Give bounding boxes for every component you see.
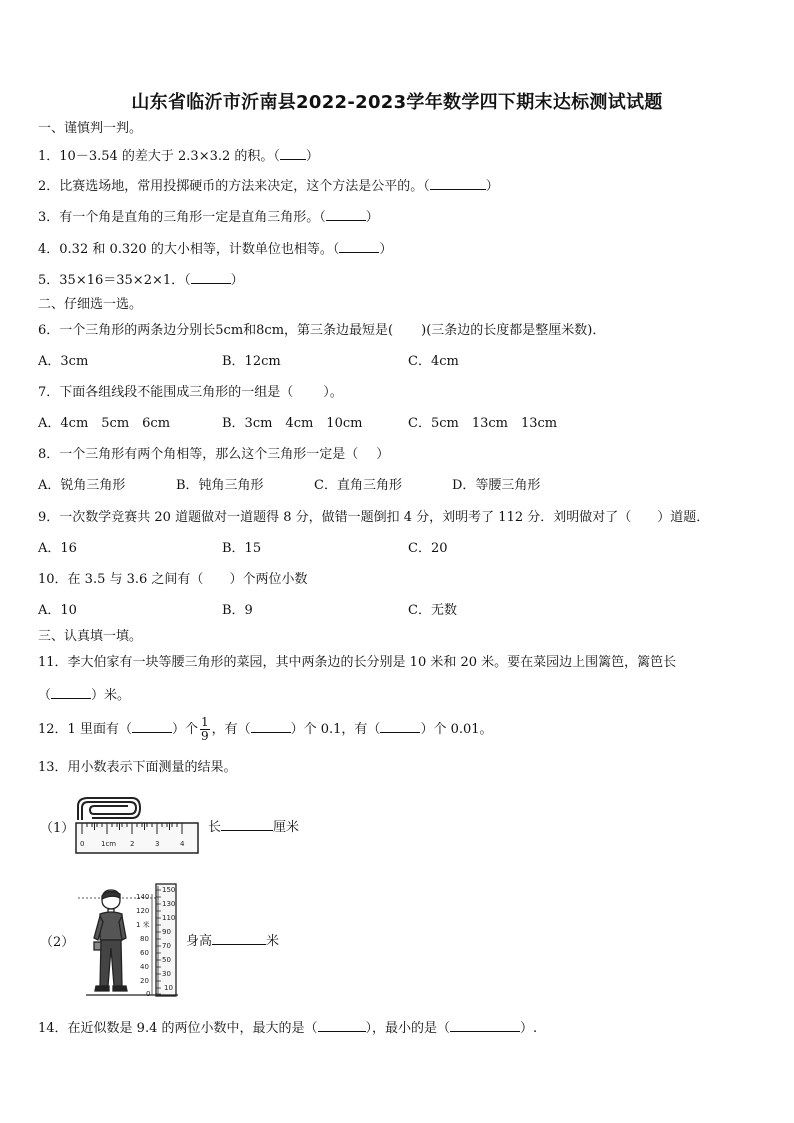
scale-label: 20 xyxy=(140,977,149,985)
option-a[interactable]: A．锐角三角形 xyxy=(38,478,126,493)
question-10 xyxy=(38,572,307,588)
question-number: 2． xyxy=(38,179,60,194)
question-12: 12．1 里面有（ ）个 $\frac{1}{9}$ ，有（ ）个 0.1，有（ ）个 0.01。 xyxy=(38,715,493,743)
section-heading-2: 二、仔细选一选。 xyxy=(38,297,143,312)
question-7 xyxy=(38,385,343,401)
scale-label: 30 xyxy=(162,970,171,978)
option-a[interactable]: A．4cm 5cm 6cm xyxy=(38,416,171,431)
scale-label: 90 xyxy=(162,928,171,936)
answer-blank[interactable] xyxy=(51,686,91,699)
answer-blank[interactable] xyxy=(221,818,273,831)
question-6 xyxy=(38,323,605,339)
scale-label: 50 xyxy=(162,956,171,964)
option-c[interactable]: C．直角三角形 xyxy=(314,478,402,493)
scale-label: 0 xyxy=(146,990,151,998)
question-text: 一个三角形的两条边分别长5cm和8cm，第三条边最短是( xyxy=(59,323,394,338)
option-b[interactable]: B．钝角三角形 xyxy=(176,478,264,493)
question-number: 12． xyxy=(38,722,68,737)
ruler-tick-label: 0 xyxy=(80,840,85,848)
scale-label: 70 xyxy=(162,942,171,950)
scale-label: 40 xyxy=(140,963,149,971)
question-number: 9． xyxy=(38,510,60,525)
question-text: 0.32 和 0.320 的大小相等，计数单位也相等。（ xyxy=(59,242,340,257)
question-text: 35×16＝35×2×1．（ xyxy=(59,273,191,288)
answer-blank[interactable] xyxy=(212,932,266,945)
question-9 xyxy=(38,510,709,526)
question-text: 用小数表示下面测量的结果。 xyxy=(67,760,237,775)
scale-label: 140 xyxy=(136,893,150,901)
scale-label: 120 xyxy=(136,907,150,915)
answer-blank[interactable] xyxy=(380,720,420,733)
option-c[interactable]: C．5cm 13cm 13cm xyxy=(408,416,558,431)
scale-label: 10 xyxy=(164,984,173,992)
question-number: 5． xyxy=(38,273,60,288)
boy-icon xyxy=(94,890,127,991)
question-text: 李大伯家有一块等腰三角形的菜园，其中两条边的长分别是 10 米和 20 米。要在菜园边上围篱笆，篱笆长 xyxy=(67,655,677,670)
option-c[interactable]: C．20 xyxy=(408,541,448,556)
figure-2-answer: 身高 米 xyxy=(186,934,280,949)
section-heading-1: 一、谨慎判一判。 xyxy=(38,121,143,136)
answer-blank[interactable] xyxy=(326,208,366,221)
question-11 xyxy=(38,655,676,671)
question-text: 在 3.5 与 3.6 之间有（ xyxy=(67,572,204,587)
ruler-tick-label: 3 xyxy=(155,840,160,848)
question-tail: ） xyxy=(376,447,390,462)
question-tail: ）个两位小数 xyxy=(229,572,308,587)
option-c[interactable]: C．无数 xyxy=(408,603,457,618)
option-c[interactable]: C．4cm xyxy=(408,354,459,369)
answer-blank[interactable] xyxy=(251,720,291,733)
ruler-tick-label: 1cm xyxy=(101,840,117,848)
question-number: 11． xyxy=(38,655,68,670)
question-text: 有一个角是直角的三角形一定是直角三角形。（ xyxy=(59,210,326,225)
option-d[interactable]: D．等腰三角形 xyxy=(452,478,541,493)
answer-blank[interactable] xyxy=(450,1019,520,1032)
figure-1-label: （1） xyxy=(40,821,75,836)
question-2 xyxy=(38,177,499,195)
question-tail: ）道题． xyxy=(657,510,710,525)
figure-2-label: （2） xyxy=(40,935,75,950)
option-a[interactable]: A．3cm xyxy=(38,354,89,369)
question-number: 14． xyxy=(38,1021,68,1036)
scale-label: 80 xyxy=(140,935,149,943)
answer-blank[interactable] xyxy=(430,177,486,190)
question-tail: )(三条边的长度都是整厘米数)． xyxy=(421,323,606,338)
question-tail: ） xyxy=(485,179,499,194)
question-tail: ） xyxy=(230,273,244,288)
question-tail: ）。 xyxy=(323,385,343,400)
option-a[interactable]: A．16 xyxy=(38,541,77,556)
answer-blank[interactable] xyxy=(318,1019,366,1032)
option-b[interactable]: B．12cm xyxy=(222,354,281,369)
fraction-numerator: 1 xyxy=(200,715,209,729)
paperclip-icon xyxy=(78,798,140,820)
question-text: 一次数学竞赛共 20 道题做对一道题得 8 分，做错一题倒扣 4 分，刘明考了 112 分．刘明做对了（ xyxy=(59,510,632,525)
question-number: 1． xyxy=(38,149,60,164)
question-text: 10－3.54 的差大于 2.3×3.2 的积。（ xyxy=(59,149,280,164)
option-b[interactable]: B．9 xyxy=(222,603,253,618)
ruler-tick-label: 2 xyxy=(130,840,135,848)
question-tail: ） xyxy=(379,242,393,257)
scale-label: 1 米 xyxy=(136,921,150,929)
section-heading-3: 三、认真填一填。 xyxy=(38,629,143,644)
option-a[interactable]: A．10 xyxy=(38,603,77,618)
question-number: 4． xyxy=(38,242,60,257)
figure-1-answer: 长 厘米 xyxy=(208,820,300,835)
answer-blank[interactable] xyxy=(132,720,172,733)
question-number: 7． xyxy=(38,385,60,400)
scale-label: 150 xyxy=(162,886,176,894)
question-4 xyxy=(38,240,392,258)
question-14: 14．在近似数是 9.4 的两位小数中，最大的是（ ），最小的是（ ）. xyxy=(38,1021,538,1036)
question-number: 10． xyxy=(38,572,68,587)
answer-blank[interactable] xyxy=(339,240,379,253)
question-number: 8． xyxy=(38,447,60,462)
question-11-line2: （ ）米。 xyxy=(38,688,131,703)
option-b[interactable]: B．3cm 4cm 10cm xyxy=(222,416,363,431)
question-number: 13． xyxy=(38,760,68,775)
answer-blank[interactable] xyxy=(191,271,231,284)
question-number: 6． xyxy=(38,323,60,338)
scale-label: 130 xyxy=(162,900,176,908)
question-3 xyxy=(38,208,379,226)
fraction xyxy=(200,716,210,743)
question-8 xyxy=(38,447,389,463)
scale-label: 110 xyxy=(162,914,176,922)
question-text: 一个三角形有两个角相等，那么这个三角形一定是（ xyxy=(59,447,359,462)
page-title: 山东省临沂市沂南县2022-2023学年数学四下期末达标测试试题 xyxy=(131,92,663,113)
question-5 xyxy=(38,271,244,289)
question-number: 3． xyxy=(38,210,60,225)
scale-label: 60 xyxy=(140,949,149,957)
height-chart-figure xyxy=(78,882,182,1000)
answer-blank[interactable] xyxy=(280,147,306,160)
question-text: 下面各组线段不能围成三角形的一组是（ xyxy=(59,385,294,400)
ruler-tick-label: 4 xyxy=(180,840,185,848)
question-text: 比赛选场地，常用投掷硬币的方法来决定，这个方法是公平的。（ xyxy=(59,179,430,194)
option-b[interactable]: B．15 xyxy=(222,541,262,556)
question-tail: ） xyxy=(365,210,379,225)
question-tail: ） xyxy=(305,149,319,164)
ruler-figure xyxy=(72,796,204,858)
fraction-denominator: 9 xyxy=(200,729,209,743)
question-1 xyxy=(38,147,319,165)
question-13 xyxy=(38,760,237,776)
